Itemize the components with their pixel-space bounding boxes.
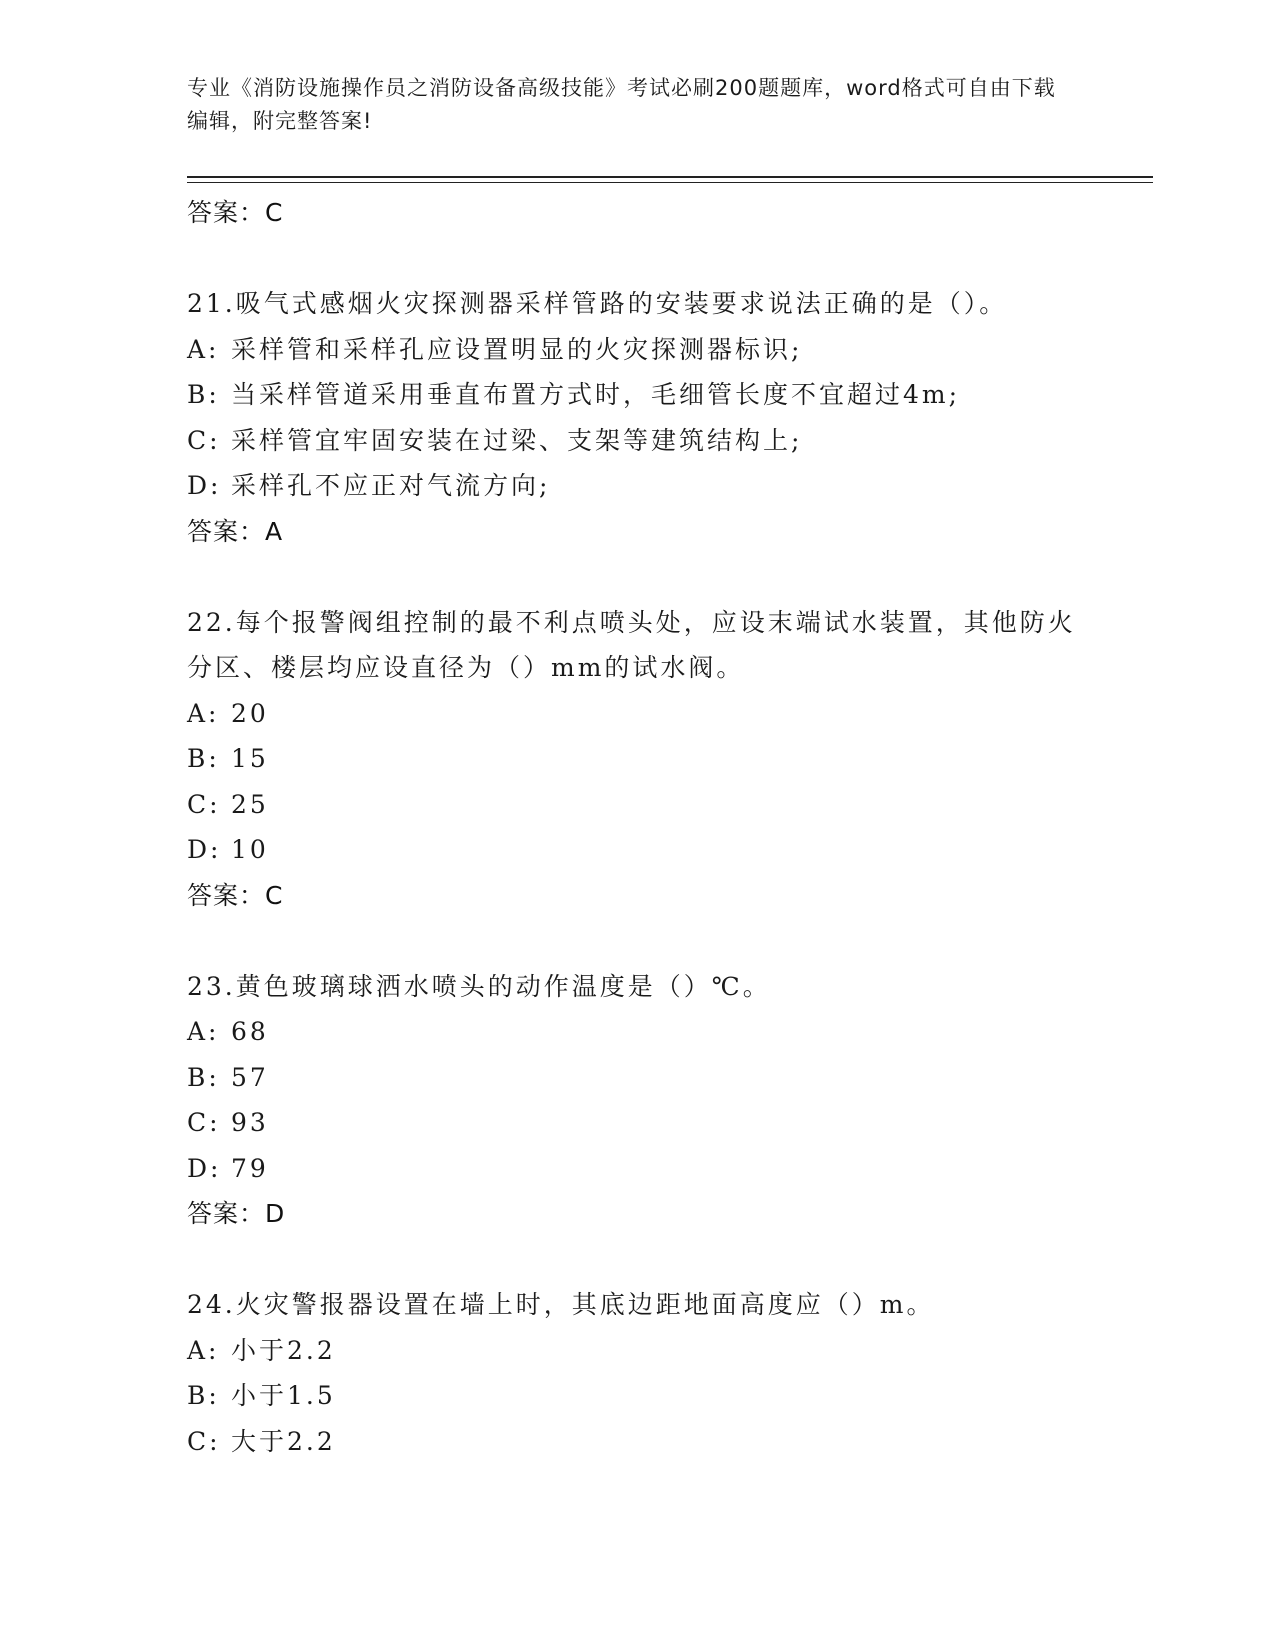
- option-d: [187, 827, 1087, 873]
- option-key: C:: [187, 1426, 221, 1456]
- previous-answer: [187, 190, 1087, 235]
- answer-value: C: [265, 880, 284, 910]
- option-key: B:: [187, 744, 220, 773]
- question-23: [187, 964, 1087, 1237]
- page-header: 专业《消防设施操作员之消防设备高级技能》考试必刷200题题库，word格式可自由下载编辑，附完整答案!: [187, 76, 1056, 133]
- option-c: [187, 418, 1087, 464]
- option-key: A:: [187, 334, 220, 364]
- answer: [187, 873, 1087, 918]
- option-key: A:: [187, 698, 220, 728]
- option-text: 25: [231, 789, 269, 819]
- option-c: [187, 782, 1087, 828]
- header-divider-thin: [187, 182, 1153, 183]
- option-text: 小于1.5: [231, 1381, 336, 1410]
- option-a: [187, 327, 1087, 373]
- option-key: A:: [187, 1017, 220, 1046]
- option-text: 当采样管道采用垂直布置方式时，毛细管长度不宜超过4m;: [231, 380, 961, 409]
- option-text: 15: [231, 744, 269, 773]
- option-key: C:: [187, 789, 221, 819]
- option-key: D:: [187, 1153, 222, 1183]
- document-body: [187, 190, 1087, 1464]
- option-b: [187, 1373, 1087, 1419]
- question-stem: 21.吸气式感烟火灾探测器采样管路的安装要求说法正确的是（）。: [187, 289, 1008, 318]
- option-b: [187, 1055, 1087, 1101]
- option-a: [187, 1328, 1087, 1374]
- option-text: 20: [231, 698, 269, 728]
- option-key: B:: [187, 1062, 220, 1092]
- option-text: 57: [231, 1062, 269, 1092]
- option-text: 79: [231, 1153, 269, 1183]
- option-text: 小于2.2: [231, 1335, 336, 1365]
- question-24: [187, 1282, 1087, 1464]
- option-key: C:: [187, 425, 221, 455]
- option-key: B:: [187, 1381, 220, 1410]
- option-c: [187, 1100, 1087, 1146]
- option-key: D:: [187, 471, 222, 500]
- option-text: 10: [231, 835, 269, 864]
- option-text: 大于2.2: [231, 1426, 336, 1456]
- answer-value: C: [265, 198, 284, 227]
- option-text: 采样管和采样孔应设置明显的火灾探测器标识;: [231, 334, 803, 364]
- option-a: [187, 691, 1087, 737]
- option-b: [187, 372, 1087, 418]
- answer-label: 答案：: [187, 198, 266, 227]
- answer-value: D: [265, 1199, 286, 1228]
- option-text: 采样孔不应正对气流方向;: [231, 471, 551, 500]
- question-21: [187, 281, 1087, 554]
- question-stem: 22.每个报警阀组控制的最不利点喷头处，应设末端试水装置，其他防火分区、楼层均应设直径为（）mm的试水阀。: [187, 607, 1076, 682]
- option-key: C:: [187, 1108, 221, 1137]
- option-key: B:: [187, 380, 220, 409]
- answer-value: A: [265, 516, 284, 546]
- answer-label: 答案：: [187, 516, 266, 546]
- option-a: [187, 1009, 1087, 1055]
- answer: [187, 509, 1087, 554]
- option-text: 68: [231, 1017, 269, 1046]
- option-text: 93: [231, 1108, 269, 1137]
- question-stem: 23.黄色玻璃球洒水喷头的动作温度是（）℃。: [187, 971, 771, 1001]
- option-d: [187, 463, 1087, 509]
- header-divider: [187, 176, 1153, 178]
- option-text: 采样管宜牢固安装在过梁、支架等建筑结构上;: [231, 425, 803, 455]
- option-c: [187, 1419, 1087, 1465]
- answer-label: 答案：: [187, 1199, 266, 1228]
- question-22: [187, 600, 1087, 918]
- answer: [187, 1191, 1087, 1236]
- option-key: D:: [187, 835, 222, 864]
- question-stem: 24.火灾警报器设置在墙上时，其底边距地面高度应（）m。: [187, 1290, 935, 1319]
- option-b: [187, 736, 1087, 782]
- answer-label: 答案：: [187, 880, 266, 910]
- option-key: A:: [187, 1335, 220, 1365]
- option-d: [187, 1146, 1087, 1192]
